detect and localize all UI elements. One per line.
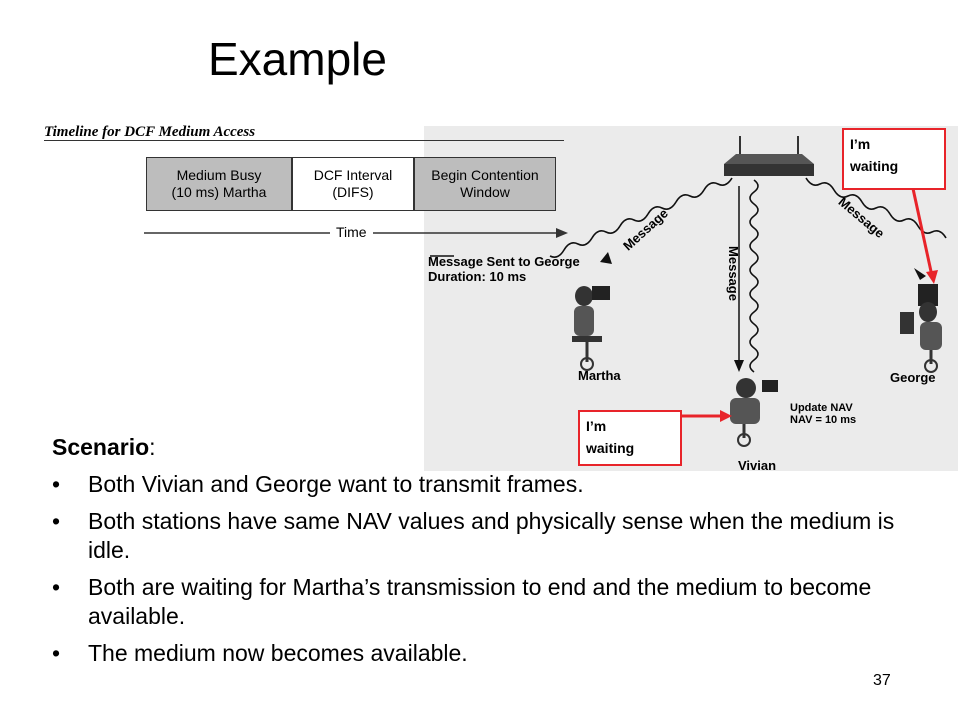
bullet-item bbox=[52, 507, 942, 565]
bullet-marker: • bbox=[52, 508, 61, 534]
arrow-to-george bbox=[914, 268, 926, 280]
message-label-vivian: Message bbox=[725, 246, 741, 301]
callout-pointer-top bbox=[912, 184, 932, 276]
martha-station-icon bbox=[572, 286, 610, 370]
access-point-icon bbox=[724, 136, 814, 176]
time-axis-label: Time bbox=[330, 224, 373, 240]
arrow-to-martha bbox=[600, 252, 612, 264]
bullet-marker: • bbox=[52, 574, 61, 600]
slide-title: Example bbox=[208, 33, 387, 85]
station-label-martha: Martha bbox=[578, 368, 621, 383]
message-label-martha: Message bbox=[620, 205, 671, 254]
scenario-label: Scenario bbox=[52, 434, 150, 460]
scenario-heading bbox=[52, 433, 942, 462]
timeline-box-medium-busy: Medium Busy (10 ms) Martha bbox=[146, 157, 292, 211]
bullet-text: Both are waiting for Martha’s transmission to end and the medium to become available. bbox=[88, 574, 872, 629]
timeline-box-contention-window: Begin Contention Window bbox=[414, 157, 556, 211]
slide-body bbox=[52, 433, 942, 676]
timeline-title: Timeline for DCF Medium Access bbox=[44, 124, 256, 140]
wave-to-vivian bbox=[750, 180, 758, 372]
callout-im-waiting-bottom: I’m waiting bbox=[578, 410, 682, 466]
bullet-marker: • bbox=[52, 640, 61, 666]
bullet-marker: • bbox=[52, 471, 61, 497]
bullet-item bbox=[52, 573, 942, 631]
station-label-vivian: Vivian bbox=[738, 458, 777, 473]
update-nav-label: Update NAV NAV = 10 ms bbox=[790, 402, 857, 426]
page-number: 37 bbox=[873, 672, 891, 689]
bullet-item bbox=[52, 470, 942, 499]
bullet-text: Both Vivian and George want to transmit frames. bbox=[88, 471, 584, 497]
bullet-text: The medium now becomes available. bbox=[88, 640, 468, 666]
timeline-box-dcf-interval: DCF Interval (DIFS) bbox=[292, 157, 414, 211]
bullet-text: Both stations have same NAV values and physically sense when the medium is idle. bbox=[88, 508, 895, 563]
station-label-george: George bbox=[890, 370, 936, 385]
wave-to-martha bbox=[550, 178, 732, 257]
callout-im-waiting-top: I’m waiting bbox=[842, 128, 946, 190]
bullet-list bbox=[52, 470, 942, 668]
message-sent-label: Message Sent to George Duration: 10 ms bbox=[428, 254, 580, 284]
arrow-to-vivian bbox=[734, 360, 744, 372]
george-station-icon bbox=[900, 284, 942, 372]
scenario-colon: : bbox=[149, 434, 156, 460]
message-label-george: Message bbox=[835, 194, 888, 241]
bullet-item bbox=[52, 639, 942, 668]
